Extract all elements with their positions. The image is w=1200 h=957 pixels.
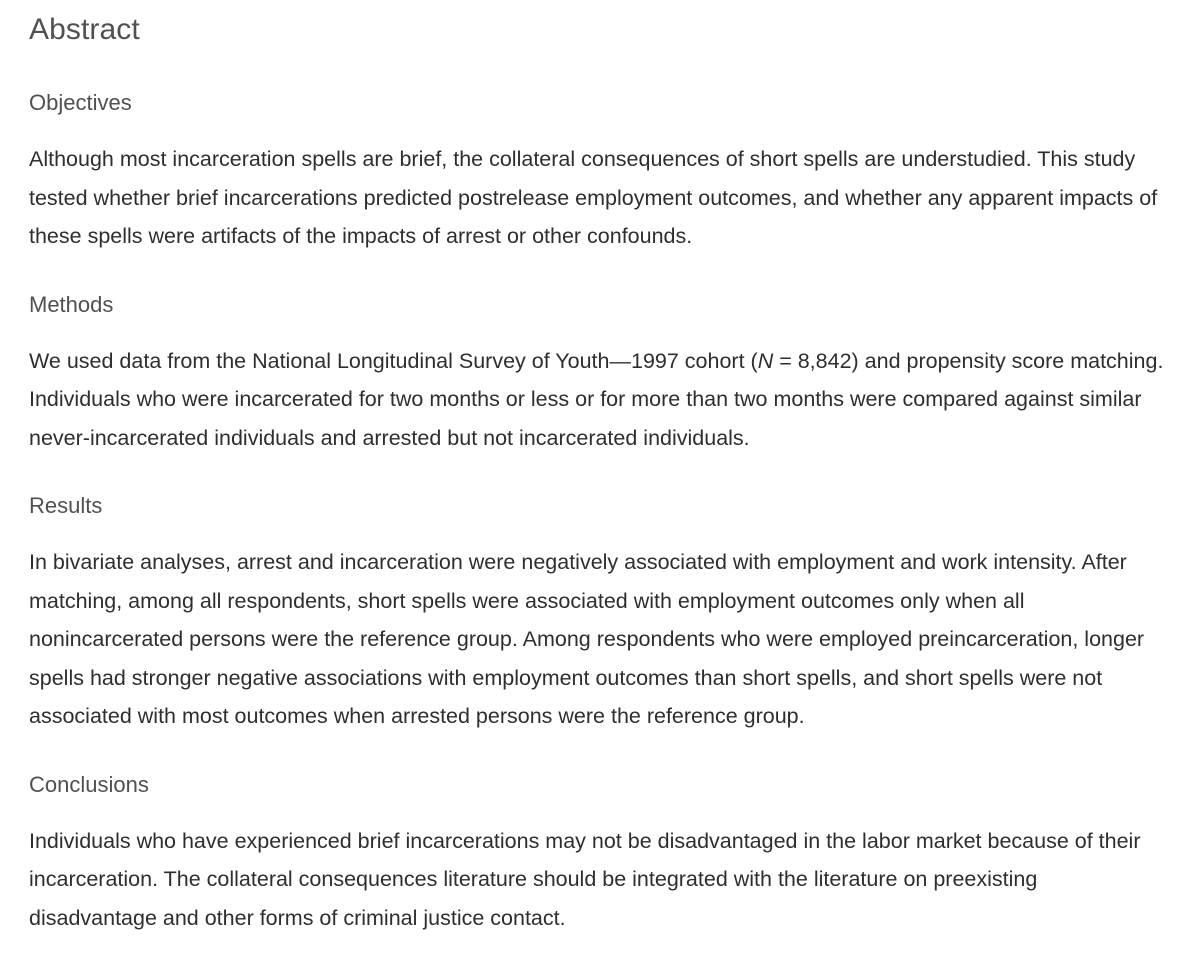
- conclusions-text: Individuals who have experienced brief incarcerations may not be disadvantaged in the labor market because of their incarceration. The collateral consequences literature should be integrated with the literature on preexisting disadvantage and other forms of criminal justice contact.: [29, 828, 1141, 930]
- results-text: In bivariate analyses, arrest and incarceration were negatively associated with employment and work intensity. After matching, among all respondents, short spells were associated with employment outcomes only when all nonincarcerated persons were the reference group. Among respondents who were employed preincarceration, longer spells had stronger negative associations with employment outcomes than short spells, and short spells were not associated with most outcomes when arrested persons were the reference group.: [29, 550, 1145, 728]
- objectives-text: Although most incarceration spells are brief, the collateral consequences of short spells are understudied. This study tested whether brief incarcerations predicted postrelease employment outcomes, and whether any apparent impacts of these spells were artifacts of the impacts of arrest or other confounds.: [29, 147, 1158, 248]
- results-heading: Results: [29, 493, 103, 518]
- methods-text: [29, 342, 1170, 458]
- methods-text-after: = 8,842) and propensity score matching. Individuals who were incarcerated for two months or less or for more than two months were compared against similar never-incarcerated individuals and arrested but not incarcerated individuals.: [29, 348, 1164, 450]
- conclusions-heading: Conclusions: [29, 771, 149, 797]
- objectives-heading: Objectives: [29, 90, 132, 115]
- methods-heading: Methods: [29, 291, 114, 317]
- sample-size-symbol: N: [757, 348, 774, 373]
- methods-text-before: We used data from the National Longitudinal Survey of Youth—1997 cohort (: [29, 348, 758, 373]
- abstract-title: Abstract: [29, 13, 140, 46]
